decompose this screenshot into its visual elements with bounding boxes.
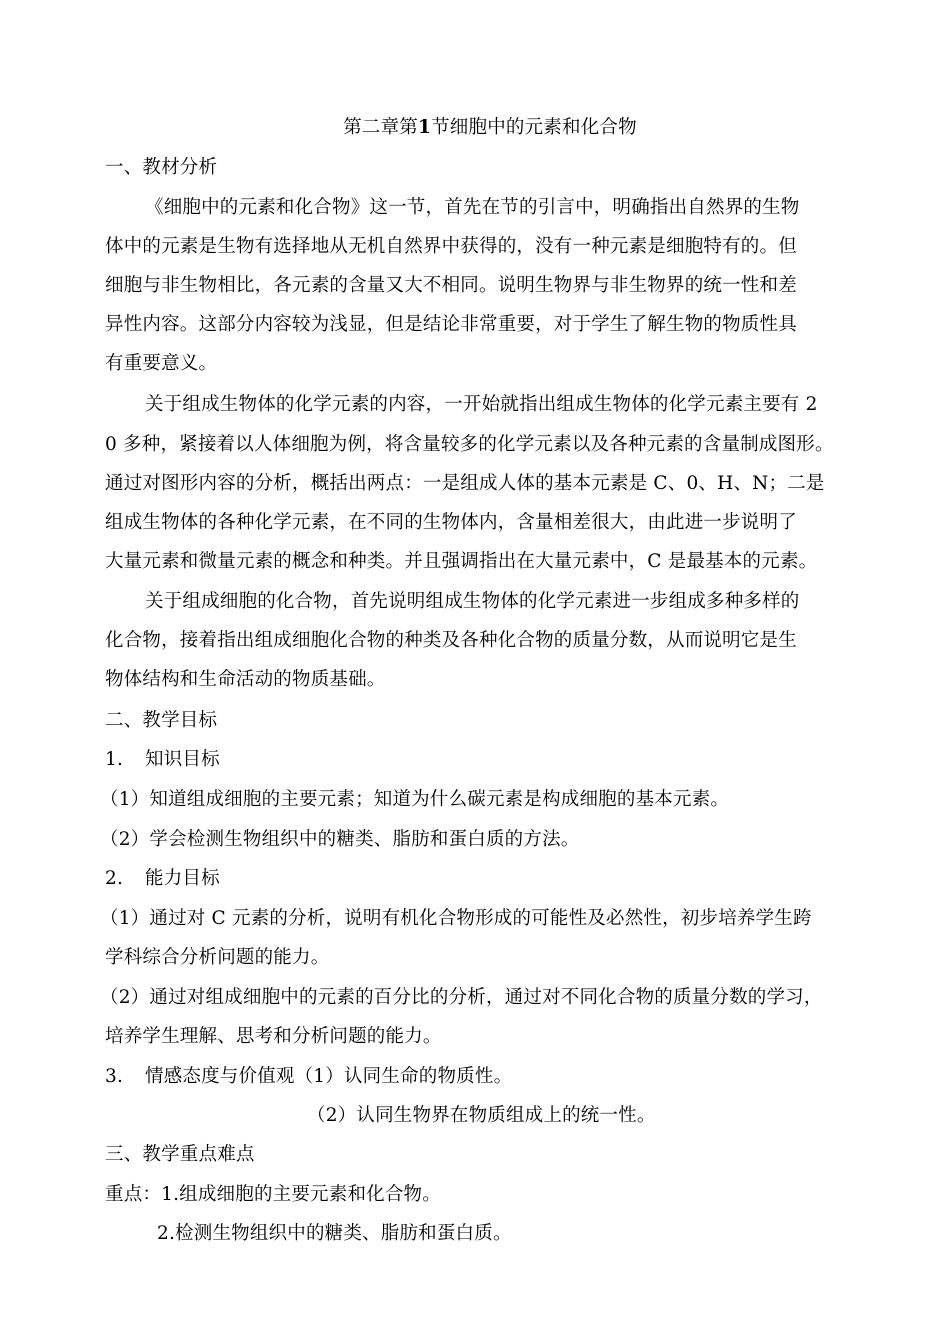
paragraph-3-line-1: 关于组成细胞的化合物，首先说明组成生物体的化学元素进一步组成多种多样的 <box>145 591 800 612</box>
page-title <box>0 115 950 141</box>
paragraph-1-line-1: 《细胞中的元素和化合物》这一节，首先在节的引言中，明确指出自然界的生物 <box>145 197 800 218</box>
paragraph-2-line-4: 组成生物体的各种化学元素，在不同的生物体内，含量相差很大，由此进一步说明了 <box>105 512 797 533</box>
paragraph-2-line-2: 0 多种，紧接着以人体细胞为例，将含量较多的化学元素以及各种元素的含量制成图形。 <box>105 434 834 455</box>
key-point-1: 重点：1.组成细胞的主要元素和化合物。 <box>105 1184 441 1205</box>
goal-2-label: 能力目标 <box>145 868 220 889</box>
goal-1-item-1: （1）知道组成细胞的主要元素；知道为什么碳元素是构成细胞的基本元素。 <box>100 789 730 810</box>
goal-1-heading <box>105 747 220 773</box>
paragraph-1-line-5: 有重要意义。 <box>105 353 218 374</box>
title-text-after: 节细胞中的元素和化合物 <box>431 117 637 138</box>
goal-3-number: 3. <box>105 1066 124 1087</box>
goal-3-item-2: （2）认同生物界在物质组成上的统一性。 <box>307 1105 656 1126</box>
paragraph-2-line-3: 通过对图形内容的分析，概括出两点：一是组成人体的基本元素是 C、0、H、N；二是 <box>105 473 825 494</box>
section-heading-3: 三、教学重点难点 <box>105 1144 255 1165</box>
paragraph-3-line-3: 物体结构和生命活动的物质基础。 <box>105 669 386 690</box>
goal-2-item-2-line-1: （2）通过对组成细胞中的元素的百分比的分析，通过对不同化合物的质量分数的学习， <box>100 987 823 1008</box>
title-number: 1 <box>418 117 432 138</box>
goal-2-heading <box>105 866 220 892</box>
goal-1-item-2: （2）学会检测生物组织中的糖类、脂肪和蛋白质的方法。 <box>100 829 580 850</box>
goal-3-heading <box>105 1064 512 1090</box>
paragraph-1-line-4: 异性内容。这部分内容较为浅显，但是结论非常重要，对于学生了解生物的物质性具 <box>105 314 797 335</box>
goal-2-number: 2. <box>105 868 124 889</box>
title-text-before: 第二章第 <box>343 117 419 138</box>
section-heading-2: 二、教学目标 <box>105 710 218 731</box>
goal-1-number: 1. <box>105 749 124 770</box>
key-point-2: 2.检测生物组织中的糖类、脂肪和蛋白质。 <box>157 1223 512 1244</box>
paragraph-2-line-5: 大量元素和微量元素的概念和种类。并且强调指出在大量元素中，C 是最基本的元素。 <box>105 551 818 572</box>
paragraph-3-line-2: 化合物，接着指出组成细胞化合物的种类及各种化合物的质量分数，从而说明它是生 <box>105 630 797 651</box>
goal-2-item-1-line-2: 学科综合分析问题的能力。 <box>105 947 330 968</box>
paragraph-1-line-2: 体中的元素是生物有选择地从无机自然界中获得的，没有一种元素是细胞特有的。但 <box>105 236 797 257</box>
goal-2-item-1-line-1: （1）通过对 C 元素的分析，说明有机化合物形成的可能性及必然性，初步培养学生跨 <box>100 908 812 929</box>
goal-3-label: 情感态度与价值观（1）认同生命的物质性。 <box>145 1066 513 1087</box>
paragraph-1-line-3: 细胞与非生物相比，各元素的含量又大不相同。说明生物界与非生物界的统一性和差 <box>105 275 797 296</box>
section-heading-1: 一、教材分析 <box>105 157 218 178</box>
goal-2-item-2-line-2: 培养学生理解、思考和分析问题的能力。 <box>105 1026 442 1047</box>
paragraph-2-line-1: 关于组成生物体的化学元素的内容，一开始就指出组成生物体的化学元素主要有 2 <box>145 394 818 415</box>
goal-1-label: 知识目标 <box>145 749 220 770</box>
